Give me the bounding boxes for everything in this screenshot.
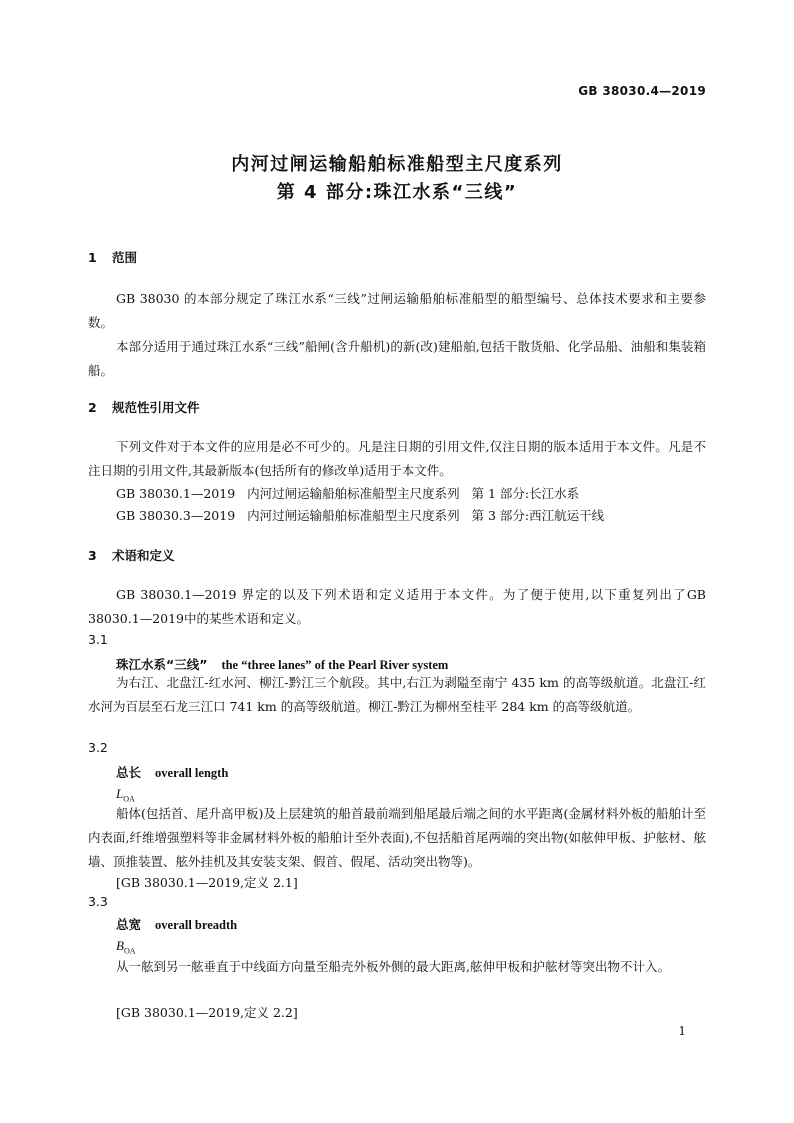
term-english: overall breadth <box>155 918 238 932</box>
term-chinese: 珠江水系“三线” <box>116 657 208 672</box>
document-title-line-2: 第 4 部分:珠江水系“三线” <box>276 182 518 203</box>
section-1-paragraph-2: 本部分适用于通过珠江水系“三线”船闸(含升船机)的新(改)建船舶,包括干散货船、化学品船、油船和集装箱船。 <box>88 339 706 378</box>
section-number: 1 <box>88 250 97 265</box>
term-definition: 为右江、北盘江-红水河、柳江-黔江三个航段。其中,右江为剥隘至南宁 435 km 的高等级航道。北盘江-红水河为百层至石龙三江口 741 km 的高等级航道。柳江-黔江为柳州至桂平 284 km 的高等级航道。 <box>88 675 706 714</box>
section-number: 2 <box>88 400 97 415</box>
normative-reference-1: GB 38030.1—2019 内河过闸运输船舶标准船型主尺度系列 第 1 部分:长江水系 <box>116 486 580 501</box>
symbol-subscript: OA <box>123 794 135 804</box>
section-3-paragraph-1: GB 38030.1—2019 界定的以及下列术语和定义适用于本文件。为了便于使用,以下重复列出了GB 38030.1—2019中的某些术语和定义。 <box>88 587 706 626</box>
section-1-paragraph-1: GB 38030 的本部分规定了珠江水系“三线”过闸运输船舶标准船型的船型编号、总体技术要求和主要参数。 <box>88 291 706 330</box>
clause-number: 3.2 <box>88 740 108 755</box>
term-english: overall length <box>155 766 229 780</box>
term-title <box>116 763 228 781</box>
standard-code: GB 38030.4—2019 <box>578 84 706 98</box>
section-2-paragraph-1: 下列文件对于本文件的应用是必不可少的。凡是注日期的引用文件,仅注日期的版本适用于本文件。凡是不注日期的引用文件,其最新版本(包括所有的修改单)适用于本文件。 <box>88 439 706 478</box>
term-definition: 船体(包括首、尾升高甲板)及上层建筑的船首最前端到船尾最后端之间的水平距离(金属材料外板的船舶计至内表面,纤维增强塑料等非金属材料外板的船舶计至外表面),不包括船首尾两端的突出物(如舷伸甲板、护舷材、舷墙、顶推装置、舷外挂机及其安装支架、假首、假尾、活动突出物等)。 <box>88 806 706 869</box>
section-3-heading <box>88 546 175 564</box>
term-definition: 从一舷到另一舷垂直于中线面方向量至船壳外板外侧的最大距离,舷伸甲板和护舷材等突出物不计入。 <box>116 959 670 974</box>
normative-reference-2: GB 38030.3—2019 内河过闸运输船舶标准船型主尺度系列 第 3 部分:西江航运干线 <box>116 508 605 523</box>
section-1-heading <box>88 248 137 266</box>
symbol-letter: B <box>116 938 124 953</box>
term-symbol <box>116 938 136 956</box>
symbol-subscript: OA <box>123 946 136 956</box>
section-number: 3 <box>88 548 97 563</box>
page-number: 1 <box>678 1024 686 1038</box>
term-symbol <box>116 786 135 804</box>
section-title: 术语和定义 <box>112 548 175 563</box>
term-source: [GB 38030.1—2019,定义 2.2] <box>116 1005 298 1020</box>
symbol-letter: L <box>116 786 124 801</box>
section-title: 规范性引用文件 <box>112 400 200 415</box>
section-title: 范围 <box>112 250 138 265</box>
clause-number: 3.3 <box>88 894 108 909</box>
term-chinese: 总长 <box>116 765 142 780</box>
term-source: [GB 38030.1—2019,定义 2.1] <box>116 875 298 890</box>
term-english: the “three lanes” of the Pearl River system <box>221 658 449 672</box>
section-2-heading <box>88 398 200 416</box>
term-title <box>116 915 237 933</box>
document-title-line-1: 内河过闸运输船舶标准船型主尺度系列 <box>231 154 563 175</box>
term-chinese: 总宽 <box>116 917 142 932</box>
clause-number: 3.1 <box>88 632 108 647</box>
